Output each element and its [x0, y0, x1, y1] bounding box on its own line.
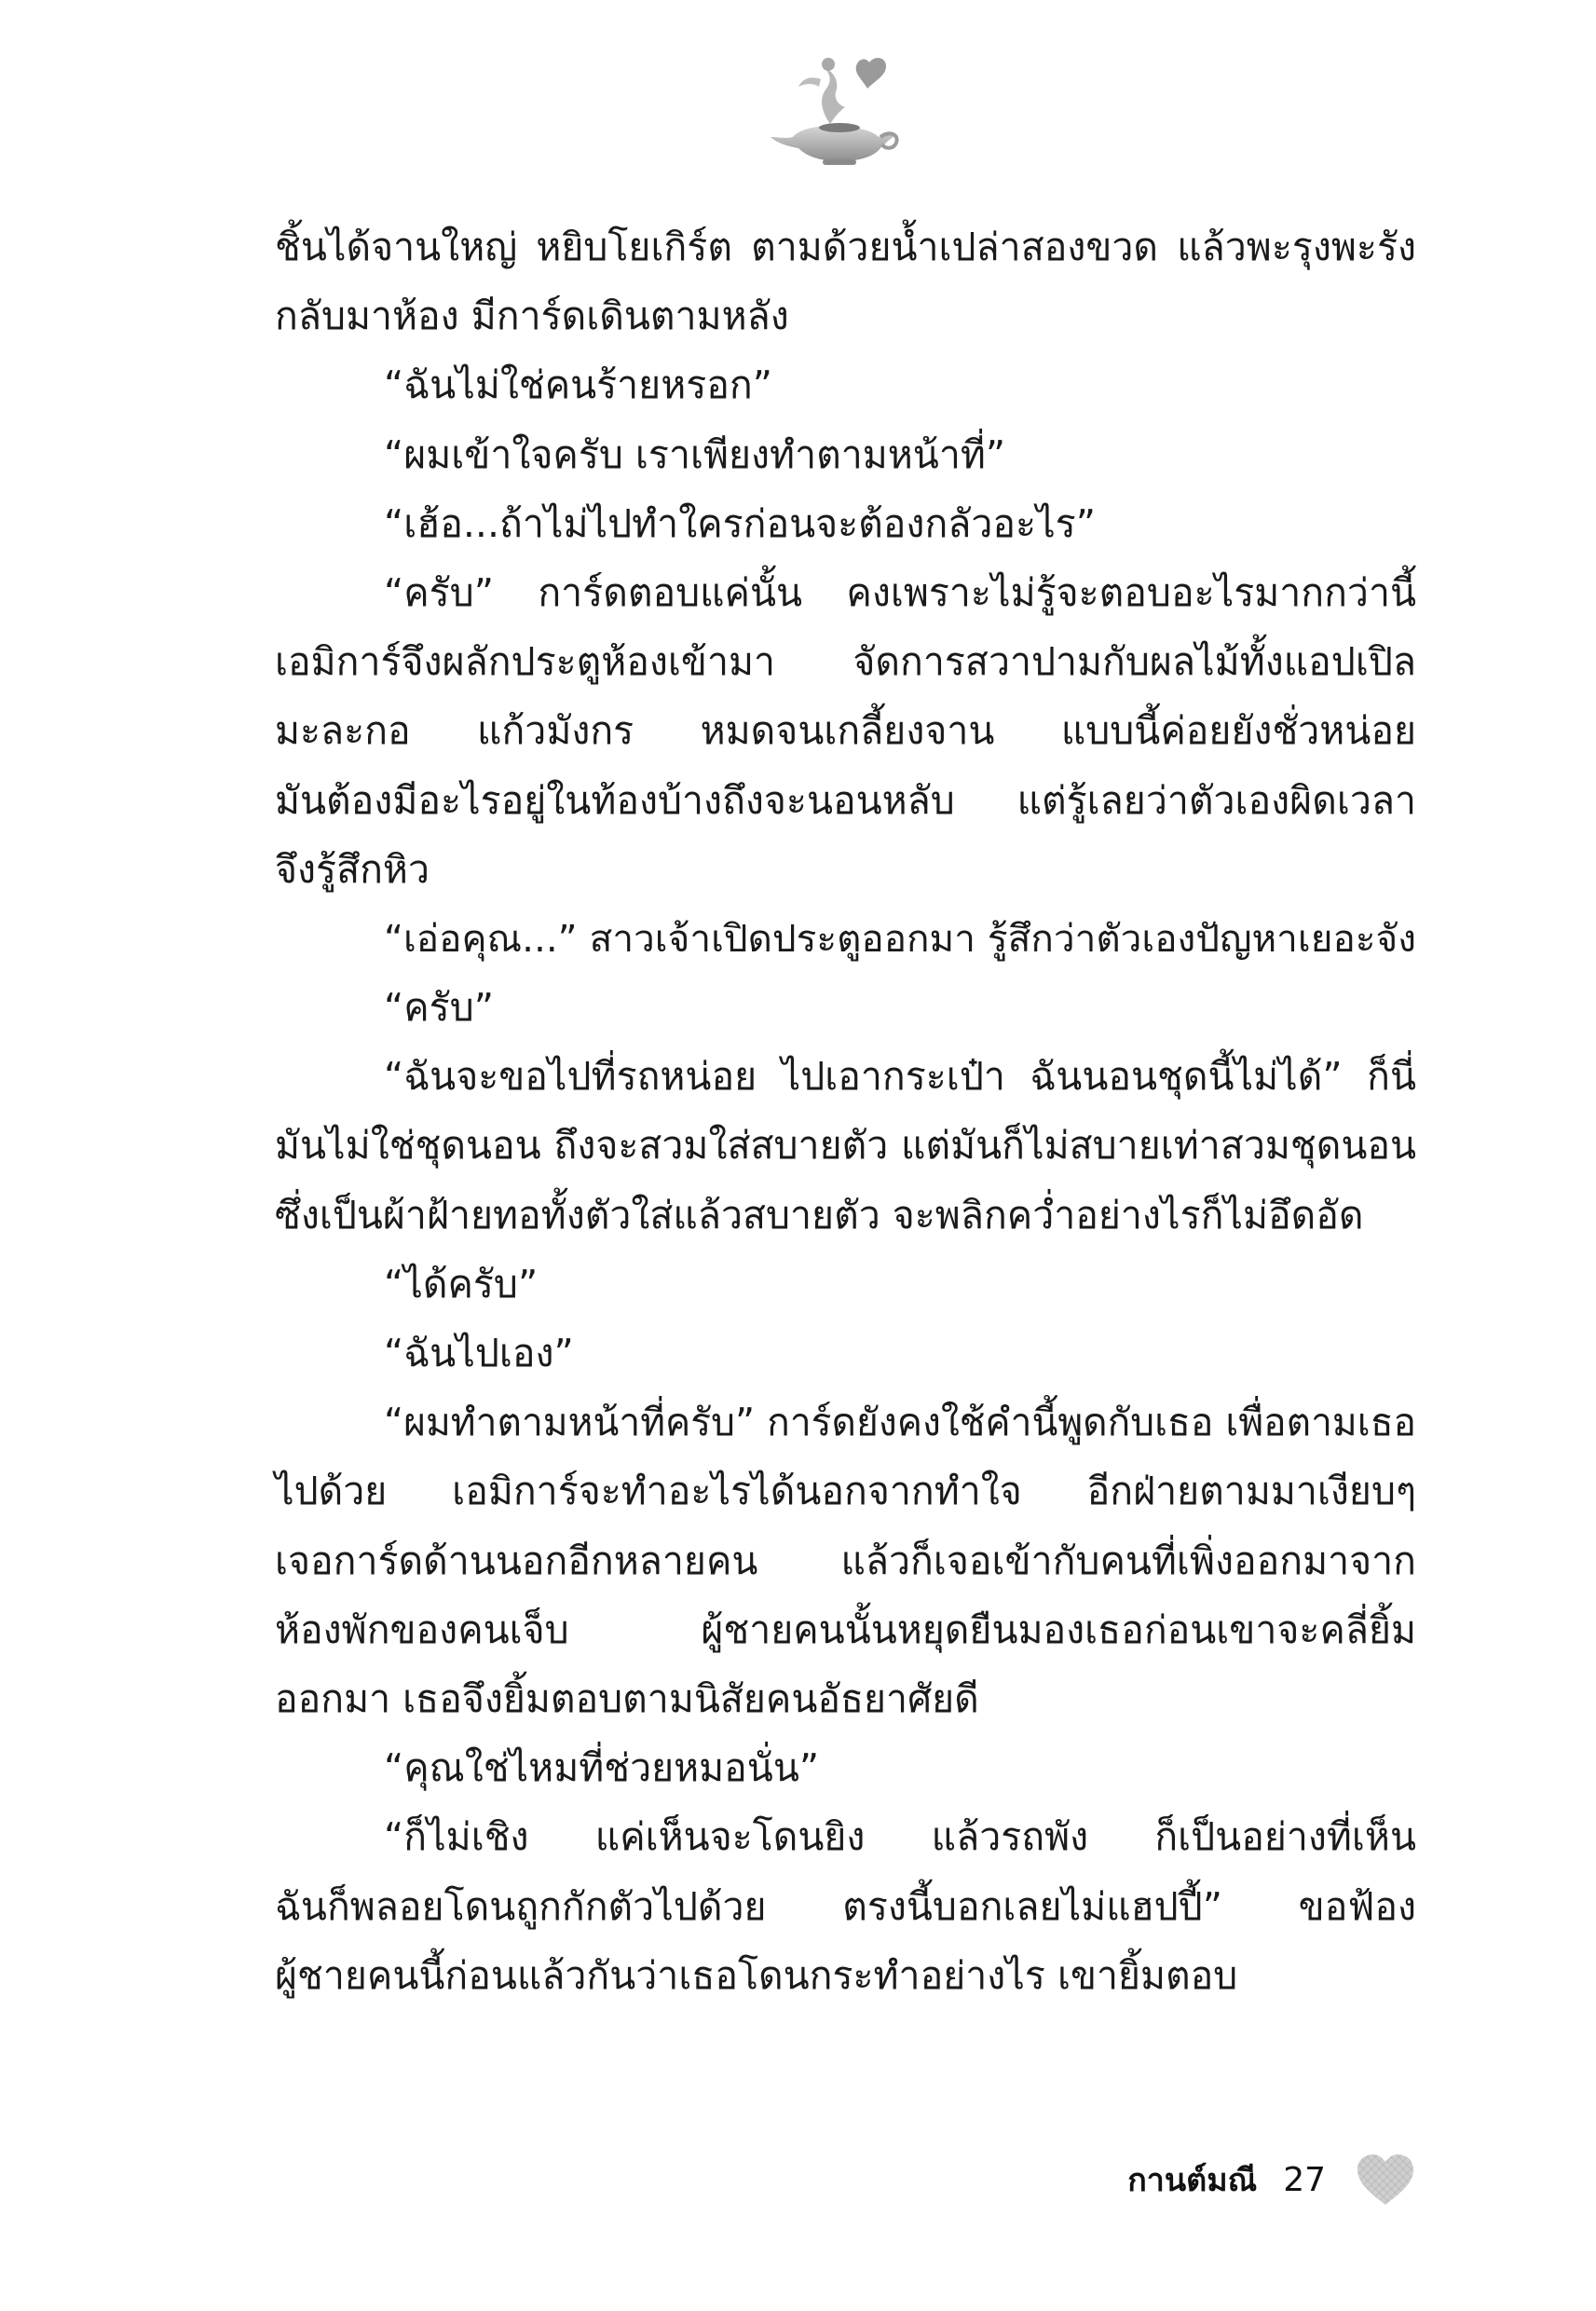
text-line: ออกมา เธอจึงยิ้มตอบตามนิสัยคนอัธยาศัยดี	[275, 1675, 979, 1721]
page-footer	[1127, 2153, 1415, 2207]
text-line: มันไม่ใช่ชุดนอน ถึงจะสวมใส่สบายตัว แต่มันก็ไม่สบายเท่าสวมชุดนอน	[275, 1123, 1416, 1169]
text-line: เอมิการ์จึงผลักประตูห้องเข้ามา จัดการสวาปามกับผลไม้ทั้งแอปเปิล	[275, 639, 1416, 685]
text-line: ซึ่งเป็นผ้าฝ้ายทอทั้งตัวใส่แล้วสบายตัว จะพลิกคว่ำอย่างไรก็ไม่อึดอัด	[275, 1192, 1364, 1238]
text-line: “ผมเข้าใจครับ เราเพียงทำตามหน้าที่”	[384, 431, 1006, 477]
text-line: “ครับ” การ์ดตอบแค่นั้น คงเพราะไม่รู้จะตอบอะไรมากกว่านี้	[384, 569, 1416, 615]
text-line: “ฉันไม่ใช่คนร้ายหรอก”	[384, 362, 772, 408]
genie-lamp-icon	[765, 51, 905, 172]
text-line: กลับมาห้อง มีการ์ดเดินตามหลัง	[275, 294, 789, 339]
text-line: “ฉันจะขอไปที่รถหน่อย ไปเอากระเป๋า ฉันนอนชุดนี้ไม่ได้” ก็นี่	[384, 1054, 1416, 1100]
text-line: ไปด้วย เอมิการ์จะทำอะไรได้นอกจากทำใจ อีกฝ่ายตามมาเงียบๆ	[275, 1469, 1416, 1514]
text-line: ผู้ชายคนนี้ก่อนแล้วกันว่าเธอโดนกระทำอย่างไร เขายิ้มตอบ	[275, 1952, 1238, 1998]
page-number: 27	[1283, 2160, 1326, 2199]
text-line: “เฮ้อ...ถ้าไม่ไปทำใครก่อนจะต้องกลัวอะไร”	[384, 500, 1096, 546]
text-line: ห้องพักของคนเจ็บ ผู้ชายคนนั้นหยุดยืนมองเธอก่อนเขาจะคลี่ยิ้ม	[275, 1607, 1416, 1652]
text-line: เจอการ์ดด้านนอกอีกหลายคน แล้วก็เจอเข้ากับคนที่เพิ่งออกมาจาก	[275, 1538, 1416, 1583]
text-line: จึงรู้สึกหิว	[275, 846, 430, 892]
heart-icon	[1356, 2153, 1415, 2207]
text-line: “เอ่อคุณ...” สาวเจ้าเปิดประตูออกมา รู้สึกว่าตัวเองปัญหาเยอะจัง	[384, 915, 1416, 961]
text-line: ชิ้นได้จานใหญ่ หยิบโยเกิร์ต ตามด้วยน้ำเปล่าสองขวด แล้วพะรุงพะรัง	[275, 225, 1416, 269]
text-line: มะละกอ แก้วมังกร หมดจนเกลี้ยงจาน แบบนี้ค่อยยังชั่วหน่อย	[275, 708, 1416, 754]
text-line: มันต้องมีอะไรอยู่ในท้องบ้างถึงจะนอนหลับ แต่รู้เลยว่าตัวเองผิดเวลา	[275, 777, 1416, 823]
text-line: “คุณใช่ไหมที่ช่วยหมอนั่น”	[384, 1745, 820, 1791]
text-line: “ผมทำตามหน้าที่ครับ” การ์ดยังคงใช้คำนี้พูดกับเธอ เพื่อตามเธอ	[384, 1400, 1416, 1445]
running-title: กานต์มณี	[1127, 2162, 1258, 2199]
text-line: ฉันก็พลอยโดนถูกกักตัวไปด้วย ตรงนี้บอกเลยไม่แฮปปี้” ขอฟ้อง	[275, 1883, 1416, 1929]
text-line: “ได้ครับ”	[384, 1261, 539, 1306]
text-line: “ฉันไปเอง”	[384, 1331, 574, 1375]
body-text	[275, 212, 1416, 2010]
text-line: “ครับ”	[384, 985, 494, 1031]
text-line: “ก็ไม่เชิง แค่เห็นจะโดนยิง แล้วรถพัง ก็เป็นอย่างที่เห็น	[384, 1814, 1416, 1860]
